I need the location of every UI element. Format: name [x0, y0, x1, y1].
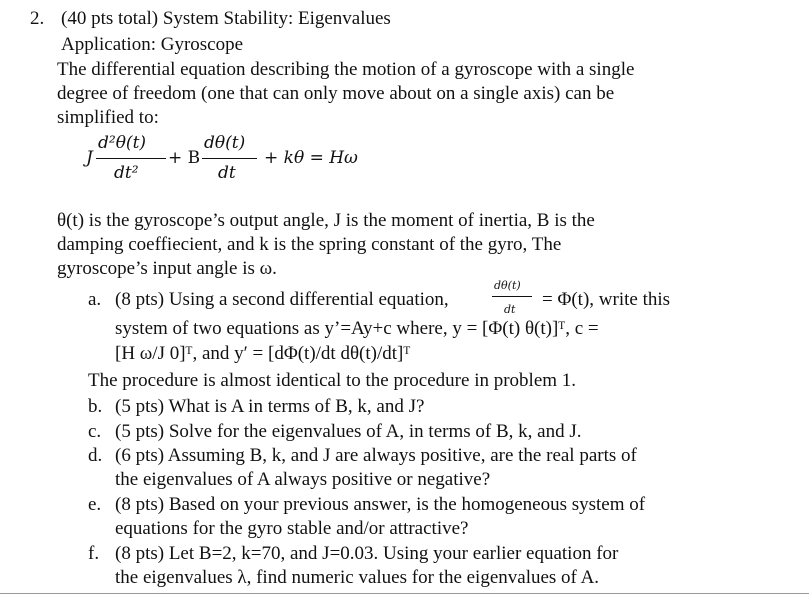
part-marker: e.: [88, 494, 102, 515]
differential-equation: [86, 133, 386, 193]
part-e-text: equations for the gyro stable and/or attractive?: [115, 518, 469, 539]
part-marker: b.: [88, 396, 103, 417]
procedure-note: The procedure is almost identical to the procedure in problem 1.: [88, 370, 577, 391]
part-b-text: (5 pts) What is A in terms of B, k, and J?: [115, 396, 425, 417]
part-d-text: (6 pts) Assuming B, k, and J are always positive, are the real parts of: [115, 445, 637, 466]
part-marker: a.: [88, 289, 102, 310]
inline-fraction: [488, 279, 536, 319]
intro-line: simplified to:: [57, 107, 159, 128]
description-line: damping coeffiecient, and k is the spring constant of the gyro, The: [57, 234, 562, 255]
part-marker: f.: [88, 543, 100, 564]
part-marker: c.: [88, 421, 102, 442]
intro-line: degree of freedom (one that can only move about on a single axis) can be: [57, 83, 615, 104]
part-d-text: the eigenvalues of A always positive or negative?: [115, 469, 491, 490]
inline-frac-numerator: dθ(t): [494, 279, 521, 292]
eq-plus-b: + B: [168, 148, 201, 168]
eq-rest: + kθ = Hω: [264, 148, 358, 168]
fraction-bar: [492, 296, 532, 297]
problem-title: (40 pts total) System Stability: Eigenvalues: [61, 8, 391, 29]
eq-denominator-2: dt: [218, 163, 236, 183]
part-a-text: [H ω/J 0]ᵀ, and y′ = [dΦ(t)/dt dθ(t)/dt]ᵀ: [115, 343, 411, 364]
part-e-text: (8 pts) Based on your previous answer, is the homogeneous system of: [115, 494, 646, 515]
part-c-text: (5 pts) Solve for the eigenvalues of A, in terms of B, k, and J.: [115, 421, 582, 442]
eq-J: J: [86, 148, 93, 168]
part-a-text: (8 pts) Using a second differential equation,: [115, 289, 449, 310]
eq-numerator-1: d²θ(t): [98, 133, 147, 153]
part-a-text: system of two equations as y’=Ay+c where, y = [Φ(t) θ(t)]ᵀ, c =: [115, 318, 599, 339]
eq-numerator-2: dθ(t): [204, 133, 246, 153]
inline-frac-denominator: dt: [504, 303, 516, 316]
description-line: gyroscope’s input angle is ω.: [57, 258, 277, 279]
fraction-bar: [96, 158, 166, 159]
fraction-bar: [202, 158, 257, 159]
eq-denominator-1: dt²: [114, 163, 139, 183]
problem-subtitle: Application: Gyroscope: [61, 34, 244, 55]
part-a-text: = Φ(t), write this: [542, 289, 671, 310]
intro-line: The differential equation describing the motion of a gyroscope with a single: [57, 59, 635, 80]
part-f-text: (8 pts) Let B=2, k=70, and J=0.03. Using your earlier equation for: [115, 543, 619, 564]
description-line: θ(t) is the gyroscope’s output angle, J is the moment of inertia, B is the: [57, 210, 595, 231]
part-marker: d.: [88, 445, 103, 466]
part-f-text: the eigenvalues λ, find numeric values for the eigenvalues of A.: [115, 567, 600, 588]
page-bottom-rule: [0, 593, 809, 594]
problem-number: 2.: [30, 8, 45, 29]
